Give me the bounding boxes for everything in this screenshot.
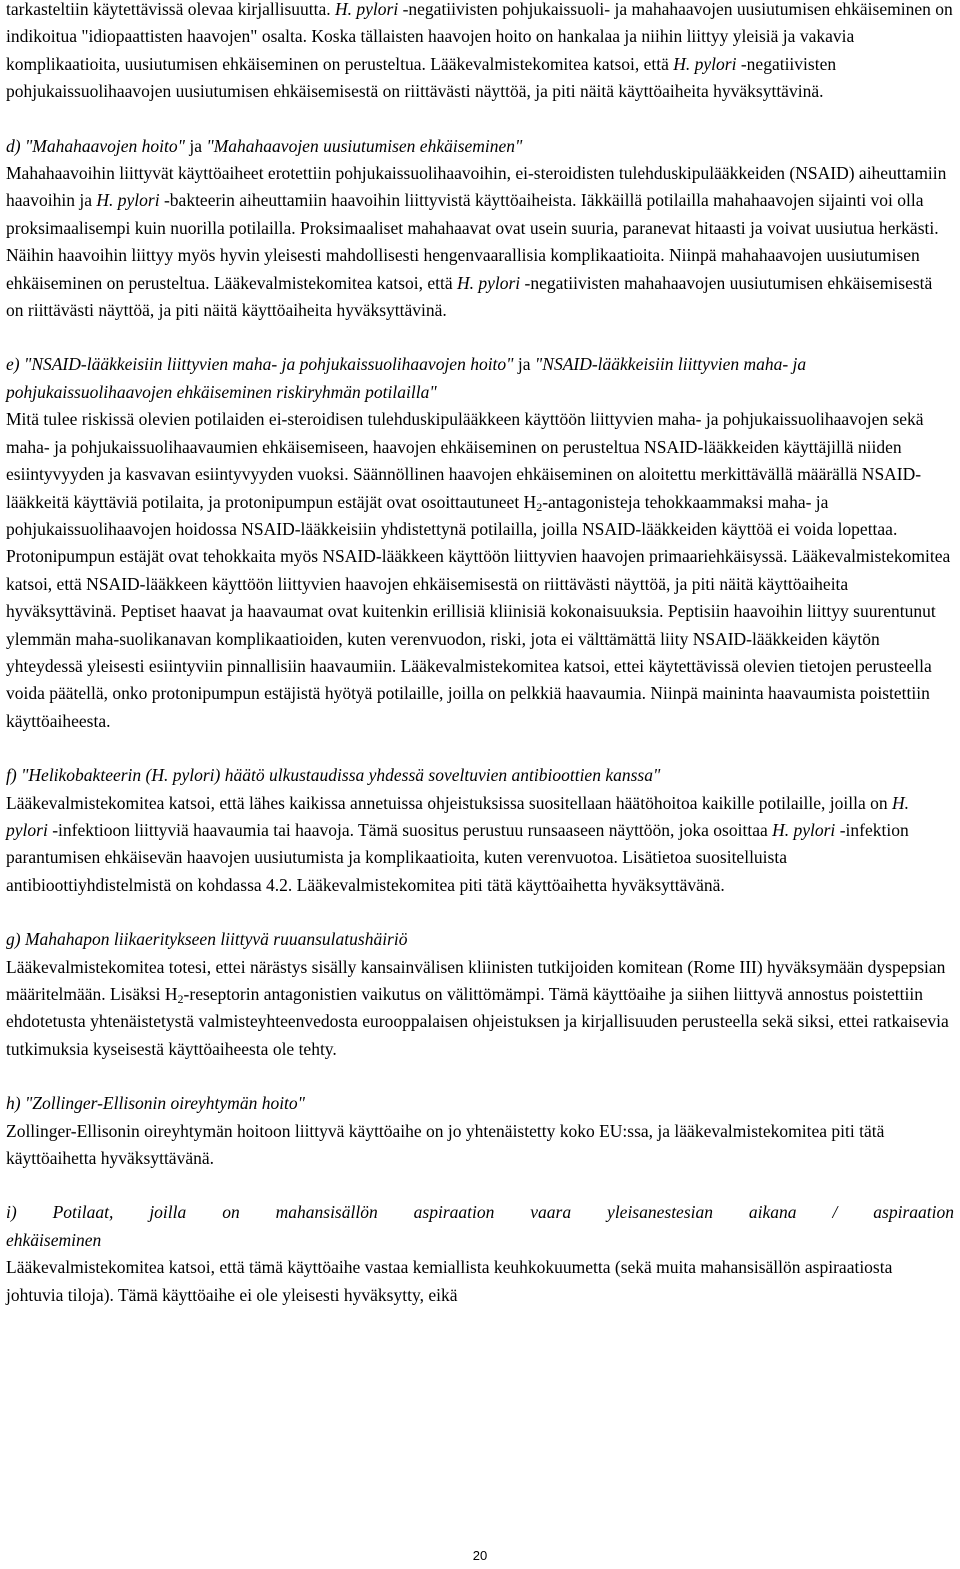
section-i-heading-continued: ehkäiseminen (6, 1229, 102, 1250)
heading-text: d) "Mahahaavojen hoito" (6, 135, 185, 156)
section-e-body (6, 406, 954, 735)
page-number: 20 (472, 1548, 488, 1563)
species-name: H. pylori (772, 819, 836, 840)
text-run: Lääkevalmistekomitea totesi, ettei närästys sisälly kansainvälisen kliinisten tutkijoiden komitean (Rome III) hyväksymään dyspepsian määritelmään. Lisäksi H (6, 956, 946, 1004)
section-f-body (6, 790, 954, 900)
section-g-heading: g) Mahahapon liikaeritykseen liittyvä ruuansulatushäiriö (6, 929, 408, 950)
section-i-body: Lääkevalmistekomitea katsoi, että tämä käyttöaihe vastaa kemiallista keuhkokuumetta (sekä muita mahansisällön aspiraatiosta johtuvia tiloja). Tämä käyttöaihe ei ole yleisesti hyväksytty, eikä (6, 1257, 893, 1305)
heading-text: e) "NSAID-lääkkeisiin liittyvien maha- ja pohjukaissuolihaavojen hoito" (6, 354, 514, 375)
section-f-heading: f) "Helikobakteerin (H. pylori) häätö ulkustaudissa yhdessä soveltuvien antibioottien kanssa" (6, 765, 661, 786)
heading-conjunction: ja (184, 135, 207, 156)
species-name: H. pylori (673, 53, 737, 74)
section-d-body (6, 160, 954, 324)
document-page (6, 0, 954, 1309)
text-run: -bakteerin aiheuttamiin haavoihin liittyvistä käyttöaiheista. Iäkkäillä potilailla mahahaavojen sijainti voi olla proksimaalisempi kuin nuorilla potilailla. Proksimaaliset mahahaavat ovat usein suuria, paranevat hitaasti ja voivat uusiutua herkästi. Näihin haavoihin liittyy myös hyvin yleisesti mahdollisesti hengenvaarallisia komplikaatioita. Niinpä mahahaavojen uusiutumisen ehkäiseminen on perusteltua. Lääkevalmistekomitea katsoi, että (6, 190, 939, 293)
intro-paragraph (6, 0, 954, 106)
text-run: -negatiivisten pohjukaissuolihaavojen uusiutumisen ehkäisemisestä on riittävästi näyttöä, ja piti näitä käyttöaiheita hyväksyttävinä. (6, 53, 837, 102)
heading-text: "Mahahaavojen uusiutumisen ehkäiseminen" (206, 135, 523, 156)
species-name: H. pylori (96, 190, 160, 211)
section-g-body (6, 954, 954, 1064)
text-run: -negatiivisten mahahaavojen uusiutumisen ehkäisemisestä on riittävästi näyttöä, ja piti näitä käyttöaiheita hyväksyttävinä. (6, 272, 933, 321)
species-name: H. pylori (335, 0, 399, 19)
heading-text: "NSAID-lääkkeisiin liittyvien maha- ja pohjukaissuolihaavojen ehkäiseminen riskiryhmän potilailla" (6, 354, 807, 402)
text-run: -negatiivisten pohjukaissuoli- ja mahahaavojen uusiutumisen ehkäiseminen on indikoitua "idiopaattisten haavojen" osalta. Koska tällaisten haavojen hoito on hankalaa ja niihin liittyy yleisiä ja vakavia komplikaatioita, uusiutumisen ehkäiseminen on perusteltua. Lääkevalmistekomitea katsoi, että (6, 0, 953, 74)
section-h-heading: h) "Zollinger-Ellisonin oireyhtymän hoito" (6, 1093, 306, 1114)
text-run: -infektioon liittyviä haavaumia tai haavoja. Tämä suositus perustuu runsaaseen näyttöön, joka osoittaa (47, 819, 773, 840)
species-name: H. pylori (456, 272, 521, 293)
section-d-heading (6, 133, 954, 160)
heading-conjunction: ja (513, 354, 535, 375)
text-run: Mahahaavoihin liittyvät käyttöaiheet erotettiin pohjukaissuolihaavoihin, ei-steroidisten tulehduskipulääkkeiden (NSAID) aiheuttamiin haavoihin ja (6, 163, 947, 211)
text-run: -reseptorin antagonistien vaikutus on välittömämpi. Tämä käyttöaihe ja siihen liittyvä annostus poistettiin ehdotetusta yhtenäistetystä valmisteyhteenvedosta eurooppalaisen ohjeistuksen ja kirjallisuuden perusteella sekä siksi, ettei ratkaisevia tutkimuksia kyseisestä käyttöaiheesta ole tehty. (6, 984, 949, 1059)
text-run: Lääkevalmistekomitea katsoi, että lähes kaikissa annetuissa ohjeistuksissa suositellaan häätöhoitoa kaikille potilaille, joilla on (6, 792, 892, 813)
text-run: -infektion parantumisen ehkäisevän haavojen uusiutumista ja komplikaatioita, kuten verenvuotoa. Lisätietoa suositelluista antibioottiyhdistelmistä on kohdassa 4.2. Lääkevalmistekomitea piti tätä käyttöaihetta hyväksyttävänä. (6, 819, 909, 895)
section-h-body: Zollinger-Ellisonin oireyhtymän hoitoon liittyvä käyttöaihe on jo yhtenäistetty koko EU:ssa, ja lääkevalmistekomitea piti tätä käyttöaihetta hyväksyttävänä. (6, 1120, 885, 1169)
subscript: 2 (536, 499, 543, 514)
section-e-heading (6, 351, 954, 406)
subscript: 2 (177, 992, 184, 1006)
text-run: tarkasteltiin käytettävissä olevaa kirjallisuutta. (6, 0, 335, 19)
text-run: -antagonisteja tehokkaammaksi maha- ja pohjukaissuolihaavojen hoidossa NSAID-lääkkeisiin yhdistettynä potilailla, joilla NSAID-lääkkeiden käyttöä ei voida lopettaa. Protonipumpun estäjät ovat tehokkaita myös NSAID-lääkkeen käyttöön liittyvien haavojen primaariehkäisyssä. Lääkevalmistekomitea katsoi, että NSAID-lääkkeen käyttöön liittyvien haavojen ehkäisemisestä on riittävästi näyttöä, ja piti näitä käyttöaiheita hyväksyttävinä. Peptiset haavat ja haavaumat ovat kuitenkin erillisiä kliinisiä kokonaisuuksia. Peptisiin haavoihin liittyy suurentunut ylemmän maha-suolikanavan komplikaatioiden, kuten verenvuodon, riski, jota ei välttämättä liity NSAID-lääkkeiden käytön yhteydessä yleisesti esiintyviin pinnallisiin haavaumiin. Lääkevalmistekomitea katsoi, ettei käytettävissä olevien tietojen perusteella voida päätellä, onko protonipumpun estäjistä hyötyä potilaille, joilla on pelkkiä haavaumia. Niinpä maininta haavaumista poistettiin käyttöaiheesta. (6, 491, 951, 731)
species-name: H. pylori (6, 792, 909, 840)
section-i-heading: i) Potilaat, joilla on mahansisällön aspiraation vaara yleisanestesian aikana / aspiraation (6, 1202, 954, 1223)
text-run: Mitä tulee riskissä olevien potilaiden ei-steroidisen tulehduskipulääkkeen käyttöön liittyvien maha- ja pohjukaissuolihaavojen sekä maha- ja pohjukaissuolihaavaumien ehkäisemiseen, haavojen ehkäiseminen on perusteltua NSAID-lääkkeiden käyttäjillä niiden esiintyvyyden ja kasvavan esiintyvyyden vuoksi. Säännöllinen haavojen ehkäiseminen on aloitettu merkittävällä määrällä NSAID-lääkkeitä käyttäviä potilaita, ja protonipumpun estäjät ovat osoittautuneet H (6, 409, 924, 512)
